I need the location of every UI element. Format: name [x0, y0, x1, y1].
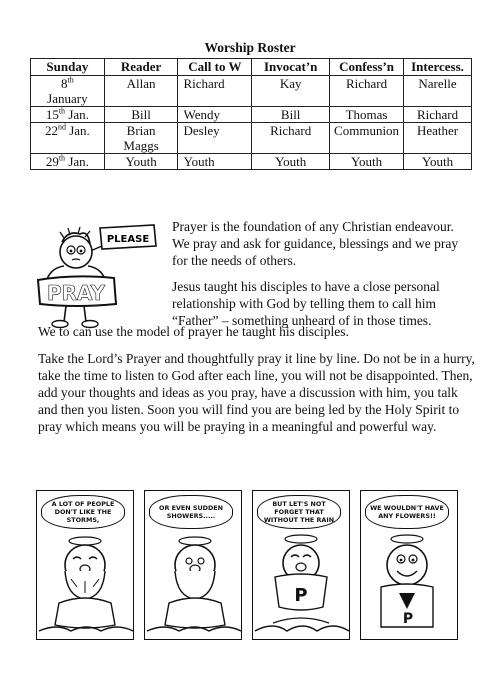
cartoon-strip	[36, 490, 460, 640]
angel-figure-icon	[37, 527, 134, 639]
date-cell: 29th Jan.	[31, 154, 105, 170]
call-cell: Desley	[178, 123, 252, 154]
table-row	[31, 123, 472, 154]
roster-header-row	[31, 59, 472, 76]
reader-cell: Bill	[104, 107, 178, 123]
reader-cell: Brian Maggs	[104, 123, 178, 154]
date-cell: 15th Jan.	[31, 107, 105, 123]
header-invocation: Invocat’n	[252, 59, 330, 76]
speech-bubble: WE WOULDN'T HAVE ANY FLOWERS!!	[365, 495, 449, 529]
reader-cell: Allan	[104, 76, 178, 107]
invocation-cell: Kay	[252, 76, 330, 107]
speech-bubble: OR EVEN SUDDEN SHOWERS.....	[149, 495, 233, 529]
confession-cell: Richard	[330, 76, 404, 107]
confession-cell: Thomas	[330, 107, 404, 123]
table-row	[31, 76, 472, 107]
pray-sign-text: PRAY	[46, 281, 106, 305]
confession-cell: Communion	[330, 123, 404, 154]
header-confession: Confess’n	[330, 59, 404, 76]
please-sign-text: PLEASE	[106, 234, 150, 245]
angel-figure-icon	[361, 527, 458, 639]
call-cell: Richard	[178, 76, 252, 107]
invocation-cell: Youth	[252, 154, 330, 170]
prayer-paragraph-father: Jesus taught his disciples to have a close personal relationship with God by telling them to call him “Father” – something unheard of in those times.	[172, 279, 440, 328]
angel-figure-icon	[145, 527, 242, 639]
intercession-cell: Narelle	[404, 76, 472, 107]
table-row	[31, 154, 472, 170]
header-sunday: Sunday	[31, 59, 105, 76]
prayer-paragraph-model: We to can use the model of prayer he taught his disciples.	[38, 324, 349, 339]
header-reader: Reader	[104, 59, 178, 76]
date-cell: 8th January	[31, 76, 105, 107]
header-call-to-worship: Call to W	[178, 59, 252, 76]
speech-bubble: A LOT OF PEOPLE DON'T LIKE THE STORMS,	[41, 495, 125, 529]
invocation-cell: Richard	[252, 123, 330, 154]
call-cell: Youth	[178, 154, 252, 170]
invocation-cell: Bill	[252, 107, 330, 123]
prayer-paragraph-lords-prayer: Take the Lord’s Prayer and thoughtfully pray it line by line. Do not be in a hurry, take the time to listen to God after each line, you will not be disappointed. Then, add your thoughts and ideas as you pray, have a discussion with him, you talk and then you listen. Soon you will find you are being led by the Holy Spirit to pray which means you will be praying in a meaningful and powerful way.	[38, 351, 475, 434]
cartoon-panel-3	[252, 490, 350, 640]
date-cell: 22nd Jan.	[31, 123, 105, 154]
intercession-cell: Richard	[404, 107, 472, 123]
cartoon-panel-1	[36, 490, 134, 640]
please-pray-illustration	[30, 222, 160, 330]
confession-cell: Youth	[330, 154, 404, 170]
intercession-cell: Heather	[404, 123, 472, 154]
speech-bubble: BUT LET'S NOT FORGET THAT WITHOUT THE RAIN	[257, 495, 341, 529]
header-intercession: Intercess.	[404, 59, 472, 76]
angel-figure-icon	[253, 527, 350, 639]
cartoon-panel-4	[360, 490, 458, 640]
table-row	[31, 107, 472, 123]
call-cell: Wendy	[178, 107, 252, 123]
roster-table	[30, 58, 472, 170]
intercession-cell: Youth	[404, 154, 472, 170]
roster-title: Worship Roster	[204, 40, 296, 55]
cartoon-panel-2	[144, 490, 242, 640]
prayer-paragraph-foundation: Prayer is the foundation of any Christian endeavour. We pray and ask for guidance, blessings and we pray for the needs of others.	[172, 219, 459, 268]
p-badge-text: P	[402, 611, 414, 627]
p-badge-text: P	[294, 585, 308, 606]
reader-cell: Youth	[104, 154, 178, 170]
